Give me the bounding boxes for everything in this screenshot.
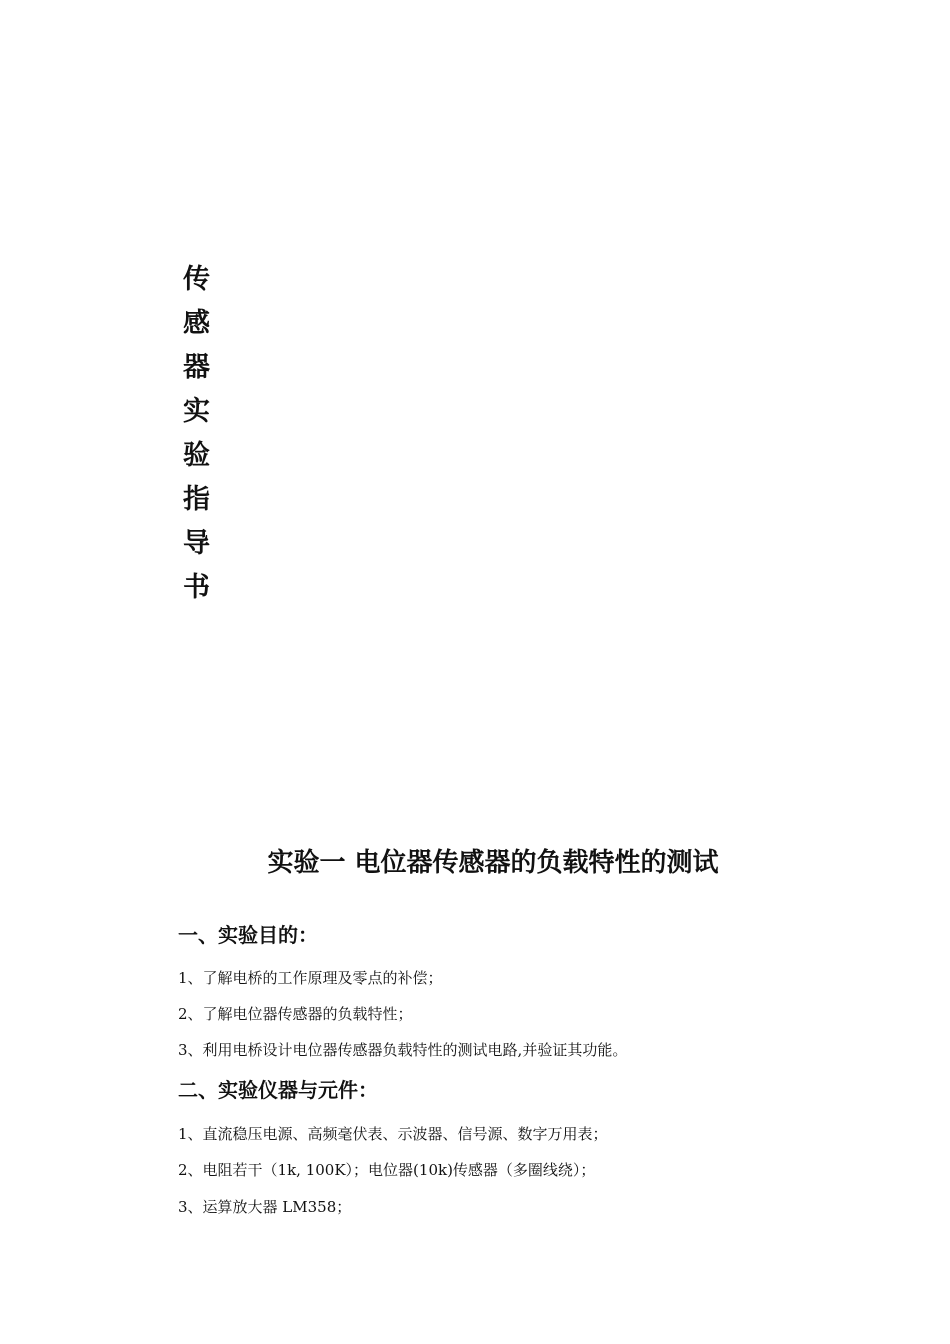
list-item: 3、运算放大器 LM358； bbox=[178, 1198, 352, 1216]
cover-title: 传感器实验指导书 bbox=[178, 264, 209, 616]
list-item: 1、直流稳压电源、高频毫伏表、示波器、信号源、数字万用表； bbox=[178, 1125, 608, 1143]
list-item: 2、电阻若干（1k, 100K）；电位器(10k)传感器（多圈线绕）； bbox=[178, 1161, 596, 1179]
section-heading-purpose: 一、实验目的： bbox=[178, 923, 318, 947]
section-heading-equipment: 二、实验仪器与元件： bbox=[178, 1078, 378, 1102]
list-item: 3、利用电桥设计电位器传感器负载特性的测试电路,并验证其功能。 bbox=[178, 1041, 628, 1059]
list-item: 1、了解电桥的工作原理及零点的补偿； bbox=[178, 969, 443, 987]
experiment-title: 实验一 电位器传感器的负载特性的测试 bbox=[267, 848, 719, 878]
list-item: 2、了解电位器传感器的负载特性； bbox=[178, 1005, 413, 1023]
